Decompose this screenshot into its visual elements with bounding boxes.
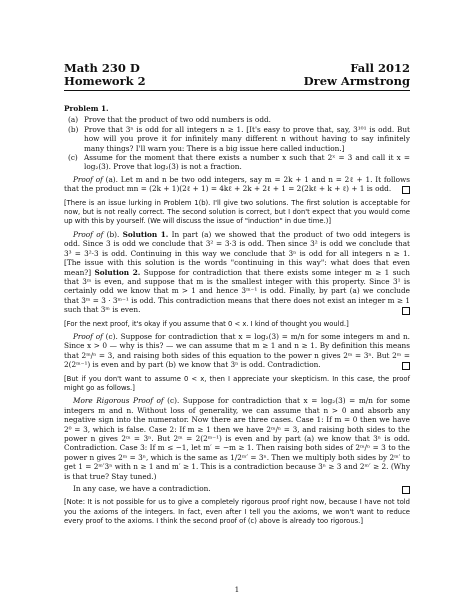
assignment-title: Homework 2 <box>64 74 146 88</box>
solution-2-heading: Solution 2. <box>94 267 141 277</box>
proof-lead: More Rigorous Proof of <box>73 396 164 406</box>
note-2: [For the next proof, it's okay if you assume that 0 < x. I kind of thought you would.] <box>64 319 349 328</box>
header-divider <box>64 90 410 91</box>
proof-c <box>64 332 410 370</box>
course-title: Math 230 D <box>64 61 140 75</box>
solution-1-text: In part (a) we showed that the product of two odd integers is odd. Since 3 is odd we conclude that 3² = 3·3 is odd. Then since 3² is odd we conclude that 3³ = 3²·3 is odd. Continuing in this way we conclude that 3ⁿ is odd for all integers n ≥ 1. [The issue with this solution is the words "continuing in this way": what does that even mean?] <box>64 229 410 277</box>
solution-1-heading: Solution 1. <box>122 229 169 239</box>
proof-lead: Proof of <box>73 174 103 184</box>
qed-box <box>402 486 410 494</box>
proof-b <box>64 230 410 315</box>
qed-box <box>402 362 410 370</box>
part-text: Prove that the product of two odd numbers is odd. <box>84 115 271 125</box>
document-page <box>64 62 410 527</box>
part-label: (b) <box>68 124 79 134</box>
proof-label: (c). <box>105 331 118 341</box>
term: Fall 2012 <box>350 61 410 75</box>
problem-title: Problem 1. <box>64 104 109 113</box>
solution-2-text: Suppose for contradiction that there exists some integer m ≥ 1 such that 3ᵐ is even, and suppose that m is the smallest integer with this property. Since 3¹ is certainly odd we know that m > 1 and hence 3ᵐ⁻¹ is odd. Finally, by part (a) we conclude that 3ᵐ = 3 · 3ᵐ⁻¹ is odd. This contradiction means that there does not exist an integer m ≥ 1 such that 3ᵐ is even. <box>64 267 410 315</box>
closing-text: In any case, we have a contradiction. <box>73 484 211 494</box>
note-1: [There is an issue lurking in Problem 1(b). I'll give two solutions. The first solution is acceptable for now, but is not really correct. The second solution is correct, but I don't expect that you would come up with this by yourself. (We will discuss the issue of "induction" in due time.)] <box>64 198 410 226</box>
proof-lead: Proof of <box>73 331 103 341</box>
part-label: (c) <box>68 153 78 163</box>
proof-lead: Proof of <box>73 229 104 239</box>
part-text: Prove that 3ⁿ is odd for all integers n ≥ 1. [It's easy to prove that, say, 3¹⁰¹ is odd. But how will you prove it for infinitely many different n without having to say infinitely many things? I'll warn you: There is a big issue here called induction.] <box>84 124 410 153</box>
part-label: (a) <box>68 115 79 125</box>
part-text: Assume for the moment that there exists a number x such that 2ˣ = 3 and call it x = log₂(3). Prove that log₂(3) is not a fraction. <box>84 153 410 172</box>
qed-box <box>402 186 410 194</box>
proof-text: Let m and n be two odd integers, say m = 2k + 1 and n = 2ℓ + 1. It follows that the product mn = (2k + 1)(2ℓ + 1) = 4kℓ + 2k + 2ℓ + 1 = 2(2kℓ + k + ℓ) + 1 is odd. <box>64 174 410 194</box>
proof-c-rigorous <box>64 396 410 481</box>
instructor-name: Drew Armstrong <box>303 74 410 88</box>
header-row-2 <box>64 75 410 88</box>
proof-text: Suppose for contradiction that x = log₂(3) = m/n for some integers m and n. Without loss of generality, we can assume that n > 0 and absorb any negative sign into the numerator. Now there are three cases. Case 1: If m = 0 then we have 2⁰ = 3, which is false. Case 2: If m ≥ 1 then we have 2ᵐ/ⁿ = 3, and raising both sides to the power n gives 2ᵐ = 3ⁿ. But 2ᵐ = 2(2ᵐ⁻¹) is even and by part (a) we know that 3ⁿ is odd. Contradiction. Case 3: If m ≤ −1, let m′ = −m ≥ 1. Then raising both sides of 2ᵐ/ⁿ = 3 to the power n gives 2ᵐ = 3ⁿ, which is the same as 1/2ᵐ′ = 3ⁿ. Then we multiply both sides by 2ᵐ′ to get 1 = 2ᵐ′3ⁿ with n ≥ 1 and m′ ≥ 1. This is a contradiction because 3ⁿ ≥ 3 and 2ᵐ′ ≥ 2. (Why is that true? Stay tuned.) <box>64 396 411 481</box>
problem-part-a <box>64 115 410 124</box>
note-3: [But if you don't want to assume 0 < x, then I appreciate your skepticism. In this case, the proof might go as follows.] <box>64 374 410 392</box>
problem-part-b <box>64 125 410 153</box>
problem-part-c <box>64 153 410 172</box>
note-4: [Note: It is not possible for us to give a completely rigorous proof right now, because I have not told you the axioms of the integers. In fact, even after I tell you the axioms, we won't want to reduce every proof to the axioms. I think the second proof of (c) above is already too rigorous.] <box>64 498 410 526</box>
proof-label: (a). <box>105 174 118 184</box>
proof-closing <box>64 484 410 493</box>
proof-label: (b). <box>106 229 120 239</box>
document-body <box>64 104 410 527</box>
proof-label: (c). <box>167 396 180 406</box>
proof-text: Suppose for contradiction that x = log₂(3) = m/n for some integers m and n. Since x > 0 — why is this? — we can assume that m ≥ 1 and n ≥ 1. By definition this means that 2ᵐ/ⁿ = 3, and raising both sides of this equation to the power n gives 2ᵐ = 3ⁿ. But 2ᵐ = 2(2ᵐ⁻¹) is even and by part (b) we know that 3ⁿ is odd. Contradiction. <box>64 331 410 370</box>
qed-box <box>402 307 410 315</box>
proof-a <box>64 175 410 194</box>
page-number: 1 <box>234 585 240 594</box>
